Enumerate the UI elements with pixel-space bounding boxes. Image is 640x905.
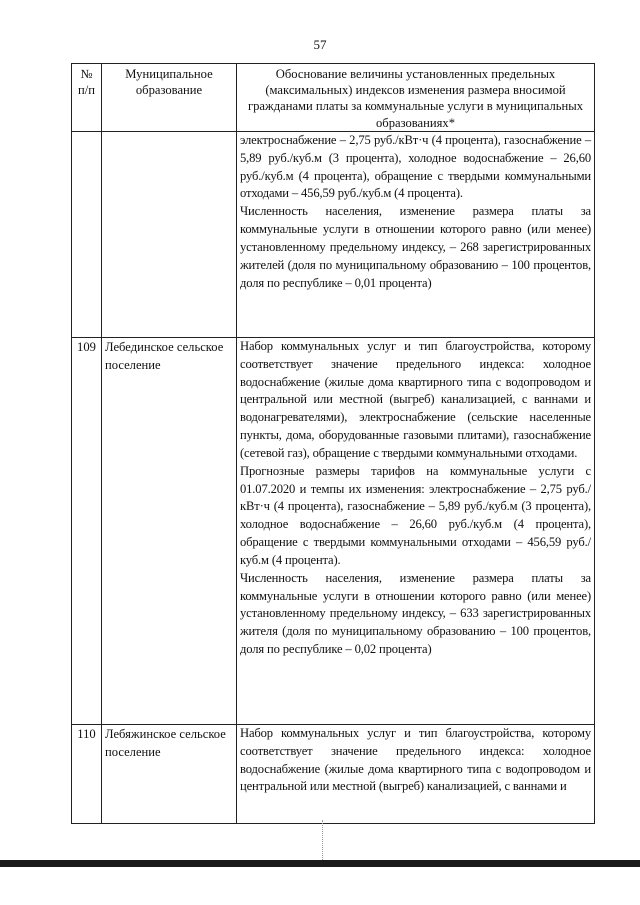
row-num <box>72 132 101 133</box>
row-municipality <box>102 132 236 133</box>
row-num-cell <box>72 131 102 337</box>
row-justification-cell <box>237 131 595 337</box>
row-municipality-cell <box>102 131 237 337</box>
row-municipality: Лебяжинское сельское поселение <box>105 726 226 759</box>
header-num-cell <box>72 64 102 132</box>
table-header-row <box>72 64 595 132</box>
row-justification-cell <box>237 337 595 724</box>
row-paragraph: Прогнозные размеры тарифов на коммунальные услуги с 01.07.2020 и темпы их изменения: электроснабжение – 2,75 руб./кВт·ч (4 процента), газоснабжение – 5,89 руб./куб.м (3 процента), холодное водоснабжение – 26,60 руб./куб.м (4 процента), обращение с твердыми коммунальными отходами – 456,59 руб./куб.м (4 процента). <box>240 463 591 567</box>
header-justification: Обоснование величины установленных предельных (максимальных) индексов изменения размера вносимой гражданами платы за коммунальные услуги в муниципальных образованиях* <box>247 67 584 130</box>
header-municipality: Муниципальное образование <box>125 67 213 98</box>
page-number: 57 <box>313 37 327 52</box>
table-row <box>72 131 595 337</box>
row-paragraph: Набор коммунальных услуг и тип благоустройства, которому соответствует значение предельного индекса: холодное водоснабжение (жилые дома квартирного типа с водопроводом и центральной или местной (выгреб) канализацией, с ваннами и водонагревателями), электроснабжение (сельские населенные пункты, дома, оборудованные газовыми плитами), газоснабжение (сетевой газ), обращение с твердыми коммунальными отходами. <box>240 338 591 460</box>
tariff-index-table <box>71 63 595 824</box>
row-justification-cell <box>237 724 595 823</box>
row-municipality-cell <box>102 724 237 823</box>
row-municipality-cell <box>102 337 237 724</box>
row-num: 110 <box>77 726 96 741</box>
header-justification-cell <box>237 64 595 132</box>
header-municipality-cell <box>102 64 237 132</box>
header-num: № п/п <box>78 67 95 98</box>
table-row <box>72 337 595 724</box>
row-num-cell <box>72 337 102 724</box>
row-paragraph: электроснабжение – 2,75 руб./кВт·ч (4 процента), газоснабжение – 5,89 руб./куб.м (3 процента), холодное водоснабжение – 26,60 руб./куб.м (4 процента), обращение с твердыми коммунальными отходами – 456,59 руб./куб.м (4 процента). <box>240 132 591 201</box>
scan-bottom-edge <box>0 860 640 867</box>
row-paragraph: Численность населения, изменение размера платы за коммунальные услуги в отношении которого равно (или менее) установленному предельному индексу, – 268 зарегистрированных жителей (доля по муниципальному образованию – 100 процентов, доля по республике – 0,01 процента) <box>240 204 591 290</box>
row-paragraph: Набор коммунальных услуг и тип благоустройства, которому соответствует значение предельного индекса: холодное водоснабжение (жилые дома квартирного типа с водопроводом и центральной или местной (выгреб) канализацией, с ваннами и <box>240 725 591 794</box>
row-paragraph: Численность населения, изменение размера платы за коммунальные услуги в отношении которого равно (или менее) установленному предельному индексу, – 633 зарегистрированных жителя (доля по муниципальному образованию – 100 процентов, доля по республике – 0,02 процента) <box>240 570 591 657</box>
table-row <box>72 724 595 823</box>
row-num-cell <box>72 724 102 823</box>
scan-artifact <box>322 820 327 860</box>
row-municipality: Лебединское сельское поселение <box>105 339 224 372</box>
row-num: 109 <box>77 339 96 354</box>
